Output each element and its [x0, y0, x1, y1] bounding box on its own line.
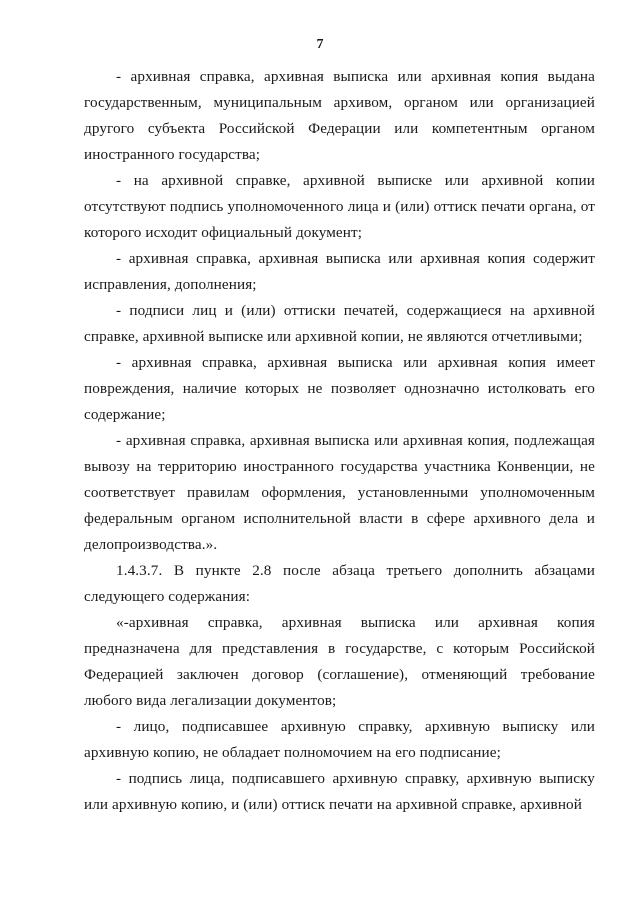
paragraph-5: - архивная справка, архивная выписка или архивная копия имеет повреждения, наличие которых не позволяет однозначно истолковать его содержание;	[84, 354, 595, 423]
paragraph-8: «-архивная справка, архивная выписка или архивная копия предназначена для представления в государстве, с которым Российской Федерацией заключен договор (соглашение), отменяющий требование любого вида легализации документов;	[84, 614, 595, 709]
page-number: 7	[316, 37, 324, 52]
paragraph-4: - подписи лиц и (или) оттиски печатей, содержащиеся на архивной справке, архивной выписке или архивной копии, не являются отчетливыми;	[84, 302, 595, 345]
paragraph-3: - архивная справка, архивная выписка или архивная копия содержит исправления, дополнения;	[84, 250, 595, 293]
paragraph-1: - архивная справка, архивная выписка или архивная копия выдана государственным, муниципальным архивом, органом или организацией другого субъекта Российской Федерации или компетентным органом иностранного государства;	[84, 68, 595, 163]
paragraph-9: - лицо, подписавшее архивную справку, архивную выписку или архивную копию, не обладает полномочием на его подписание;	[84, 718, 595, 761]
paragraph-2: - на архивной справке, архивной выписке или архивной копии отсутствуют подпись уполномоченного лица и (или) оттиск печати органа, от которого исходит официальный документ;	[84, 172, 595, 241]
paragraph-6: - архивная справка, архивная выписка или архивная копия, подлежащая вывозу на территорию иностранного государства участника Конвенции, не соответствует правилам оформления, установленными уполномоченным федеральным органом исполнительной власти в сфере архивного дела и делопроизводства.».	[84, 432, 595, 553]
paragraph-7: 1.4.3.7. В пункте 2.8 после абзаца третьего дополнить абзацами следующего содержания:	[84, 562, 595, 605]
paragraph-10: - подпись лица, подписавшего архивную справку, архивную выписку или архивную копию, и (или) оттиск печати на архивной справке, архивной	[84, 770, 595, 813]
